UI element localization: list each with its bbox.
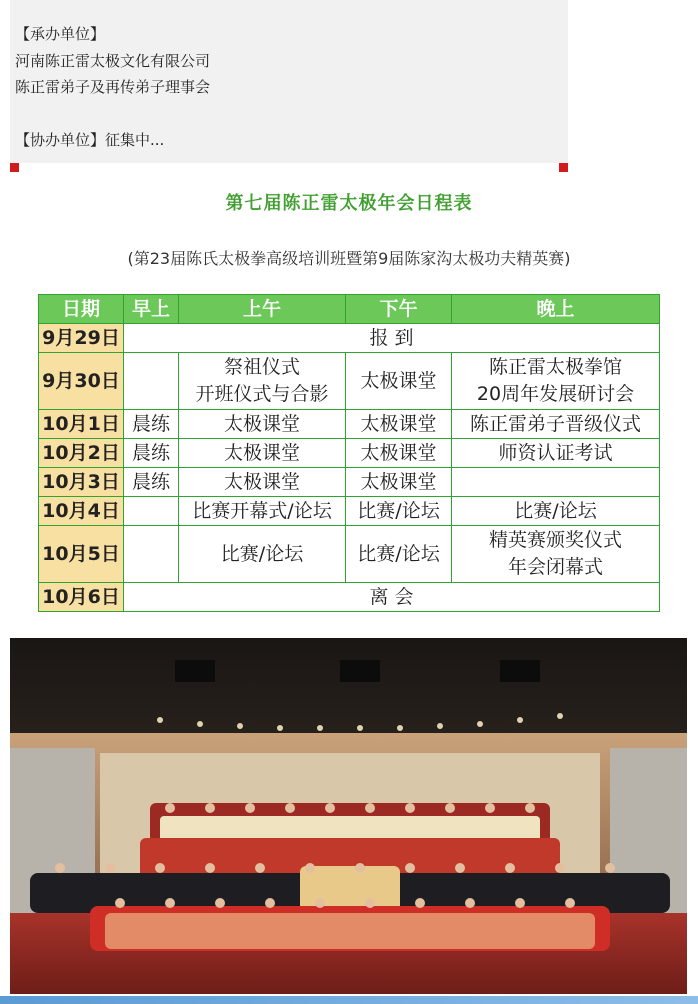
schedule-table: [38, 294, 660, 612]
table-row: [39, 410, 660, 439]
table-row: [39, 468, 660, 497]
row-evening: 精英赛颁奖仪式 年会闭幕式: [452, 526, 660, 583]
bottom-bar: [0, 996, 698, 1004]
row-morning: 太极课堂: [179, 439, 346, 468]
corner-mark-right: [559, 163, 568, 172]
row-morning: 祭祖仪式 开班仪式与合影: [179, 353, 346, 410]
row-date: 10月4日: [39, 497, 124, 526]
co-organizer-line: 【协办单位】征集中...: [15, 131, 165, 149]
row-morning: 比赛/论坛: [179, 526, 346, 583]
row-morning: 比赛开幕式/论坛: [179, 497, 346, 526]
row-afternoon: 太极课堂: [346, 439, 452, 468]
header-early: 早上: [124, 295, 179, 324]
table-row: [39, 583, 660, 612]
host-heading: 【承办单位】: [15, 25, 106, 43]
row-afternoon: 太极课堂: [346, 410, 452, 439]
row-evening: 陈正雷太极拳馆 20周年发展研讨会: [452, 353, 660, 410]
group-photo-illustration: [10, 638, 687, 994]
row-evening: 陈正雷弟子晋级仪式: [452, 410, 660, 439]
header-evening: 晚上: [452, 295, 660, 324]
row-date: 9月30日: [39, 353, 124, 410]
row-date: 10月5日: [39, 526, 124, 583]
row-early: 晨练: [124, 439, 179, 468]
table-row: [39, 324, 660, 353]
page-subtitle: (第23届陈氏太极拳高级培训班暨第9届陈家沟太极功夫精英赛): [127, 249, 571, 268]
row-early: 晨练: [124, 468, 179, 497]
row-early: [124, 353, 179, 410]
host-organizer-1: 河南陈正雷太极文化有限公司: [15, 52, 211, 70]
row-early: [124, 526, 179, 583]
row-morning: 太极课堂: [179, 468, 346, 497]
header-date: 日期: [39, 295, 124, 324]
row-afternoon: 太极课堂: [346, 353, 452, 410]
row-morning: 太极课堂: [179, 410, 346, 439]
row-span-cell: 报 到: [124, 324, 660, 353]
page-title: 第七届陈正雷太极年会日程表: [225, 193, 473, 214]
row-date: 10月3日: [39, 468, 124, 497]
host-organizer-2: 陈正雷弟子及再传弟子理事会: [15, 78, 211, 96]
row-evening: 师资认证考试: [452, 439, 660, 468]
corner-mark-left: [10, 163, 19, 172]
row-span-cell: 离 会: [124, 583, 660, 612]
table-row: [39, 526, 660, 583]
row-early: [124, 497, 179, 526]
group-photo: [10, 638, 687, 994]
row-afternoon: 比赛/论坛: [346, 497, 452, 526]
header-morning: 上午: [179, 295, 346, 324]
row-early: 晨练: [124, 410, 179, 439]
row-date: 10月6日: [39, 583, 124, 612]
row-date: 9月29日: [39, 324, 124, 353]
row-date: 10月1日: [39, 410, 124, 439]
row-evening: [452, 468, 660, 497]
table-row: [39, 439, 660, 468]
header-afternoon: 下午: [346, 295, 452, 324]
row-evening: 比赛/论坛: [452, 497, 660, 526]
row-afternoon: 比赛/论坛: [346, 526, 452, 583]
row-afternoon: 太极课堂: [346, 468, 452, 497]
table-header-row: [39, 295, 660, 324]
table-row: [39, 353, 660, 410]
table-row: [39, 497, 660, 526]
row-date: 10月2日: [39, 439, 124, 468]
